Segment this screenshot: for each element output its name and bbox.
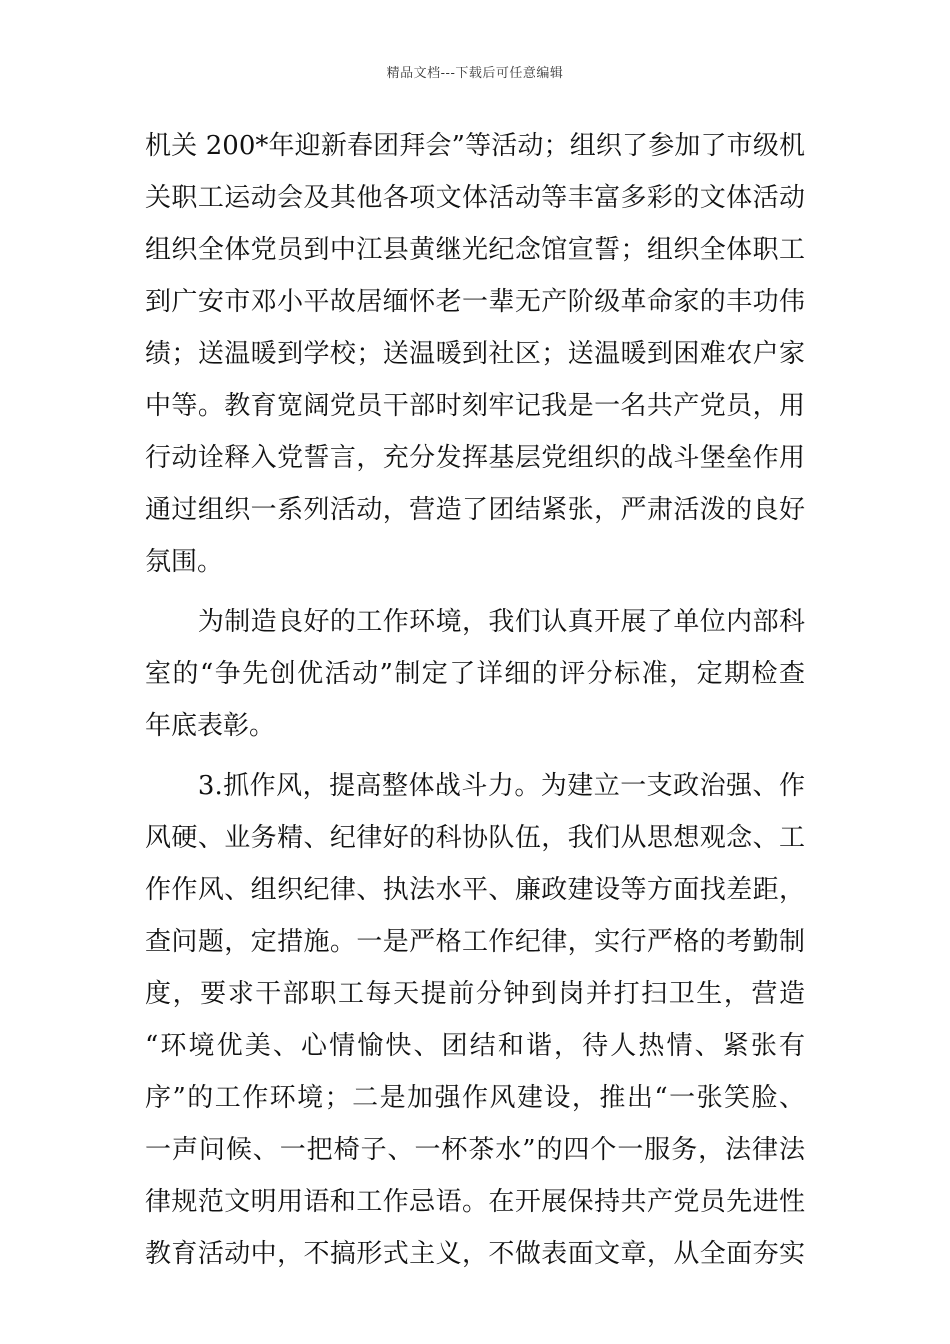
text-line: 绩；送温暖到学校；送温暖到社区；送温暖到困难农户家 xyxy=(145,339,805,369)
text-line: 室的“争先创优活动”制定了详细的评分标准，定期检查 xyxy=(145,659,805,689)
text-line: “环境优美、心情愉快、团结和谐，待人热情、紧张有 xyxy=(145,1031,805,1061)
text-line: 组织全体党员到中江县黄继光纪念馆宣誓；组织全体职工 xyxy=(145,235,805,265)
text-line: 查问题，定措施。一是严格工作纪律，实行严格的考勤制 xyxy=(145,927,805,957)
text-line: 通过组织一系列活动，营造了团结紧张，严肃活泼的良好 xyxy=(145,495,805,525)
text-line: 度，要求干部职工每天提前分钟到岗并打扫卫生，营造 xyxy=(145,979,805,1009)
text-line: 机关 200*年迎新春团拜会”等活动；组织了参加了市级机 xyxy=(145,131,805,161)
text-line: 作作风、组织纪律、执法水平、廉政建设等方面找差距， xyxy=(145,875,805,905)
text-line: 教育活动中，不搞形式主义，不做表面文章，从全面夯实 xyxy=(145,1239,805,1269)
text-line: 为制造良好的工作环境，我们认真开展了单位内部科 xyxy=(145,607,805,637)
text-line: 一声问候、一把椅子、一杯茶水”的四个一服务，法律法 xyxy=(145,1135,805,1165)
text-line: 氛围。 xyxy=(145,547,224,577)
text-line: 关职工运动会及其他各项文体活动等丰富多彩的文体活动 xyxy=(145,183,805,213)
text-line: 律规范文明用语和工作忌语。在开展保持共产党员先进性 xyxy=(145,1187,805,1217)
text-line: 序”的工作环境；二是加强作风建设，推出“一张笑脸、 xyxy=(145,1083,805,1113)
text-line: 风硬、业务精、纪律好的科协队伍，我们从思想观念、工 xyxy=(145,823,805,853)
document-body xyxy=(145,120,805,1280)
page-header: 精品文档---下载后可任意编辑 xyxy=(386,66,564,81)
text-line: 3.抓作风，提高整体战斗力。为建立一支政治强、作 xyxy=(145,771,805,801)
text-line: 年底表彰。 xyxy=(145,711,276,741)
text-line: 中等。教育宽阔党员干部时刻牢记我是一名共产党员，用 xyxy=(145,391,805,421)
text-line: 行动诠释入党誓言，充分发挥基层党组织的战斗堡垒作用 xyxy=(145,443,805,473)
text-line: 到广安市邓小平故居缅怀老一辈无产阶级革命家的丰功伟 xyxy=(145,287,805,317)
